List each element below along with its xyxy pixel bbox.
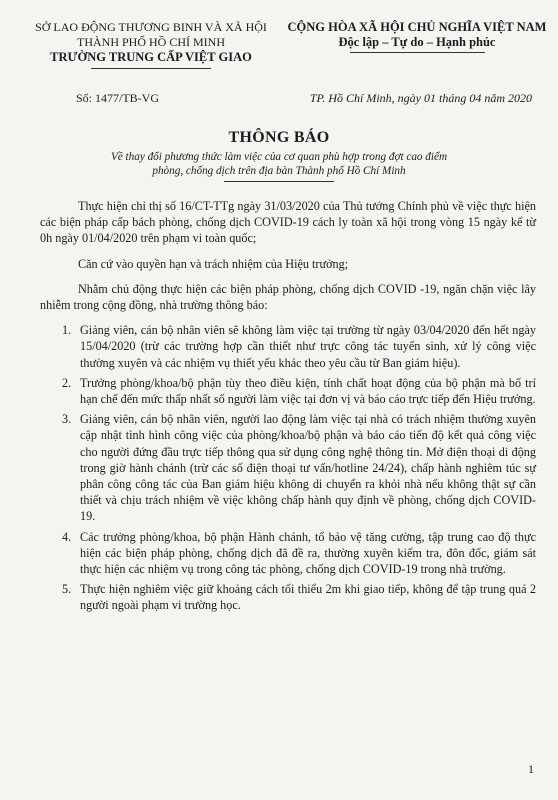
header-left-underline xyxy=(91,68,211,69)
list-item-text: Giảng viên, cán bộ nhân viên, người lao động làm việc tại nhà có trách nhiệm thường xuyên cập nhật tình hình công việc của phòng/khoa/bộ phận và báo cáo tiến độ kết quả công việc cho người đứng đầu trực tiếp thông qua sử dụng công nghệ thông tin. Mở điện thoại di động trong giờ hành chánh (trừ các số điện thoại tư vấn/hotline 24/24), chấp hành nghiêm túc sự phân công công tác của Ban giám hiệu không di chuyển ra khỏi nhà nếu không thật sự cần thiết và chịu trách nhiệm về việc không chấp hành quy định về phòng, chống dịch COVID-19. xyxy=(80,412,536,524)
subtitle-underline xyxy=(224,181,334,182)
city-name: THÀNH PHỐ HỒ CHÍ MINH xyxy=(77,35,225,49)
document-title: THÔNG BÁO xyxy=(228,129,330,146)
list-item xyxy=(40,581,536,613)
document-body xyxy=(40,198,536,618)
paragraph-directive: Thực hiện chỉ thị số 16/CT-TTg ngày 31/03/2020 của Thủ tướng Chính phủ về việc thực hiện các biện pháp cấp bách phòng, chống dịch COVID-19 cách ly toàn xã hội trong vòng 15 ngày kể từ 0h ngày 01/04/2020 trên phạm vi toàn quốc; xyxy=(40,199,536,246)
list-item-number: 4. xyxy=(62,529,72,544)
list-item-text: Thực hiện nghiêm việc giữ khoảng cách tối thiểu 2m khi giao tiếp, không để tập trung quá 2 người ngoài phạm vi trường học. xyxy=(80,582,536,613)
list-item xyxy=(40,322,536,371)
header-left xyxy=(26,20,276,69)
list-item-number: 2. xyxy=(62,375,72,390)
page-number: 1 xyxy=(528,762,534,776)
list-item-number: 3. xyxy=(62,412,72,427)
school-name: TRƯỜNG TRUNG CẤP VIỆT GIAO xyxy=(50,50,252,64)
list-item-text: Các trưởng phòng/khoa, bộ phận Hành chánh, tổ bảo vệ tăng cường, tập trung cao độ thực hiện các biện pháp phòng, chống dịch đã đề ra, thường xuyên kiểm tra, đôn đốc, giám sát thực hiện các nhiệm vụ trong công tác phòng, chống dịch COVID-19 trong nhà trường. xyxy=(80,529,536,577)
subtitle-line-1: Về thay đổi phương thức làm việc của cơ quan phù hợp trong đợt cao điểm xyxy=(110,151,448,163)
header-right xyxy=(286,20,548,53)
list-item-text: Trưởng phòng/khoa/bộ phận tùy theo điều kiện, tính chất hoạt động của bộ phận mà bố trí hạn chế đến mức thấp nhất số người làm việc tại đơn vị và báo cáo trực tiếp đến Hiệu trưởng. xyxy=(80,375,536,407)
subtitle-line-2: phòng, chống dịch trên địa bàn Thành phố Hồ Chí Minh xyxy=(152,165,406,177)
header-right-underline xyxy=(350,52,485,53)
paragraph-announcement: Nhằm chủ động thực hiện các biện pháp phòng, chống dịch COVID -19, ngăn chặn việc lây nhiễm trong cộng đồng, nhà trường thông báo: xyxy=(40,281,536,313)
list-item xyxy=(40,411,536,524)
list-item-text: Giảng viên, cán bộ nhân viên sẽ không làm việc tại trường từ ngày 03/04/2020 đến hết ngày 15/04/2020 (trừ các trường hợp cần thiết như trực công tác tuyển sinh, xử lý công việc thường xuyên và các nhiệm vụ thiết yếu khác theo yêu cầu từ Ban giám hiệu). xyxy=(80,323,536,370)
list-item-number: 1. xyxy=(62,323,72,338)
numbered-list xyxy=(40,322,536,613)
nation-name: CỘNG HÒA XÃ HỘI CHỦ NGHĨA VIỆT NAM xyxy=(287,20,547,34)
document-number: Số: 1477/TB-VG xyxy=(76,91,160,105)
list-item xyxy=(40,375,536,407)
ministry-name: SỞ LAO ĐỘNG THƯƠNG BINH VÀ XÃ HỘI xyxy=(35,20,267,34)
document-date: TP. Hồ Chí Minh, ngày 01 tháng 04 năm 2020 xyxy=(309,91,532,105)
paragraph-authority: Căn cứ vào quyền hạn và trách nhiệm của Hiệu trưởng; xyxy=(78,256,349,271)
national-motto: Độc lập – Tự do – Hạnh phúc xyxy=(338,35,496,49)
list-item xyxy=(40,529,536,578)
list-item-number: 5. xyxy=(62,582,72,597)
document-subtitle xyxy=(90,150,468,182)
